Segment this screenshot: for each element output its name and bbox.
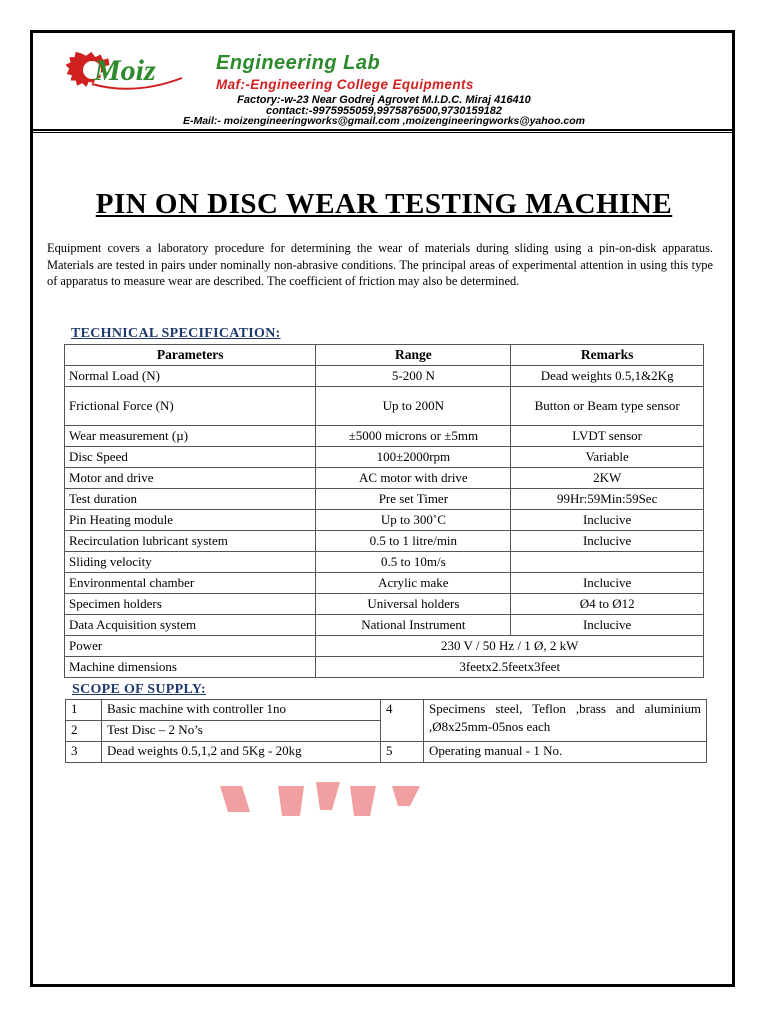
- spec-range: 5-200 N: [316, 366, 511, 387]
- spec-param: Test duration: [65, 489, 316, 510]
- supply-table: [65, 699, 707, 763]
- spec-col-range: Range: [316, 345, 511, 366]
- spec-range: National Instrument: [316, 615, 511, 636]
- supply-item: Test Disc – 2 No’s: [102, 721, 381, 742]
- spec-remark: Inclucive: [511, 615, 704, 636]
- spec-range: AC motor with drive: [316, 468, 511, 489]
- supply-number: 4: [381, 700, 424, 742]
- spec-remark: Dead weights 0.5,1&2Kg: [511, 366, 704, 387]
- spec-remark: [511, 552, 704, 573]
- spec-range: Acrylic make: [316, 573, 511, 594]
- page-title: PIN ON DISC WEAR TESTING MACHINE: [95, 188, 673, 220]
- spec-range: Universal holders: [316, 594, 511, 615]
- spec-remark: LVDT sensor: [511, 426, 704, 447]
- spec-range: 0.5 to 1 litre/min: [316, 531, 511, 552]
- spec-param: Environmental chamber: [65, 573, 316, 594]
- table-row: [65, 657, 704, 678]
- spec-value-merged: 3feetx2.5feetx3feet: [316, 657, 704, 678]
- spec-param: Sliding velocity: [65, 552, 316, 573]
- company-logo: [64, 44, 196, 94]
- supply-item: Basic machine with controller 1no: [102, 700, 381, 721]
- table-row: [65, 468, 704, 489]
- table-row: [65, 447, 704, 468]
- spec-remark: Ø4 to Ø12: [511, 594, 704, 615]
- spec-remark: Inclucive: [511, 531, 704, 552]
- spec-param: Frictional Force (N): [65, 387, 316, 426]
- supply-number: 2: [66, 721, 102, 742]
- brand-tagline: Maf:-Engineering College Equipments: [216, 77, 474, 92]
- spec-range: 100±2000rpm: [316, 447, 511, 468]
- brand-name: Engineering Lab: [216, 52, 381, 74]
- spec-remark: 2KW: [511, 468, 704, 489]
- table-row: [65, 387, 704, 426]
- spec-value-merged: 230 V / 50 Hz / 1 Ø, 2 kW: [316, 636, 704, 657]
- header-divider: [33, 129, 732, 131]
- spec-range: Up to 300˚C: [316, 510, 511, 531]
- table-row: [66, 742, 707, 763]
- spec-remark: 99Hr:59Min:59Sec: [511, 489, 704, 510]
- spec-param: Disc Speed: [65, 447, 316, 468]
- table-row: [65, 594, 704, 615]
- spec-col-remarks: Remarks: [511, 345, 704, 366]
- header-divider-thin: [33, 132, 732, 133]
- spec-header-row: [65, 345, 704, 366]
- supply-item: Dead weights 0.5,1,2 and 5Kg - 20kg: [102, 742, 381, 763]
- table-row: [65, 510, 704, 531]
- spec-param: Recirculation lubricant system: [65, 531, 316, 552]
- spec-param: Specimen holders: [65, 594, 316, 615]
- intro-paragraph: Equipment covers a laboratory procedure for determining the wear of materials during sliding using a pin-on-disk apparatus. Materials are tested in pairs under nominally non-abrasive conditions. The principal areas of experimental attention in using this type of apparatus to measure wear are described. The coefficient of friction may also be determined.: [47, 241, 713, 288]
- spec-range: 0.5 to 10m/s: [316, 552, 511, 573]
- table-row: [65, 531, 704, 552]
- supply-number: 5: [381, 742, 424, 763]
- supply-number: 3: [66, 742, 102, 763]
- spec-param: Power: [65, 636, 316, 657]
- email-line: E-Mail:- moizengineeringworks@gmail.com ,moizengineeringworks@yahoo.com: [182, 115, 586, 127]
- contact-numbers: contact:-9975955059,9975876500,9730159182: [265, 105, 503, 117]
- table-row: [65, 636, 704, 657]
- logo-text: Moiz: [94, 54, 156, 87]
- table-row: [65, 615, 704, 636]
- supply-item: Operating manual - 1 No.: [424, 742, 707, 763]
- supply-item: Specimens steel, Teflon ,brass and aluminium ,Ø8x25mm-05nos each: [424, 700, 707, 742]
- spec-param: Machine dimensions: [65, 657, 316, 678]
- spec-param: Data Acquisition system: [65, 615, 316, 636]
- spec-col-parameters: Parameters: [65, 345, 316, 366]
- supply-heading: SCOPE OF SUPPLY:: [72, 682, 206, 697]
- table-row: [66, 700, 707, 721]
- table-row: [65, 552, 704, 573]
- spec-remark: Inclucive: [511, 510, 704, 531]
- spec-remark: Button or Beam type sensor: [511, 387, 704, 426]
- spec-table: [64, 344, 704, 678]
- spec-range: ±5000 microns or ±5mm: [316, 426, 511, 447]
- spec-heading: TECHNICAL SPECIFICATION:: [71, 326, 281, 341]
- spec-range: Pre set Timer: [316, 489, 511, 510]
- spec-param: Pin Heating module: [65, 510, 316, 531]
- watermark-gear: [220, 782, 460, 818]
- spec-remark: Variable: [511, 447, 704, 468]
- spec-range: Up to 200N: [316, 387, 511, 426]
- spec-param: Motor and drive: [65, 468, 316, 489]
- spec-param: Normal Load (N): [65, 366, 316, 387]
- table-row: [65, 426, 704, 447]
- factory-address: Factory:-w-23 Near Godrej Agrovet M.I.D.C. Miraj 416410: [237, 94, 531, 106]
- spec-param: Wear measurement (µ): [65, 426, 316, 447]
- supply-number: 1: [66, 700, 102, 721]
- spec-remark: Inclucive: [511, 573, 704, 594]
- table-row: [65, 489, 704, 510]
- table-row: [65, 573, 704, 594]
- table-row: [65, 366, 704, 387]
